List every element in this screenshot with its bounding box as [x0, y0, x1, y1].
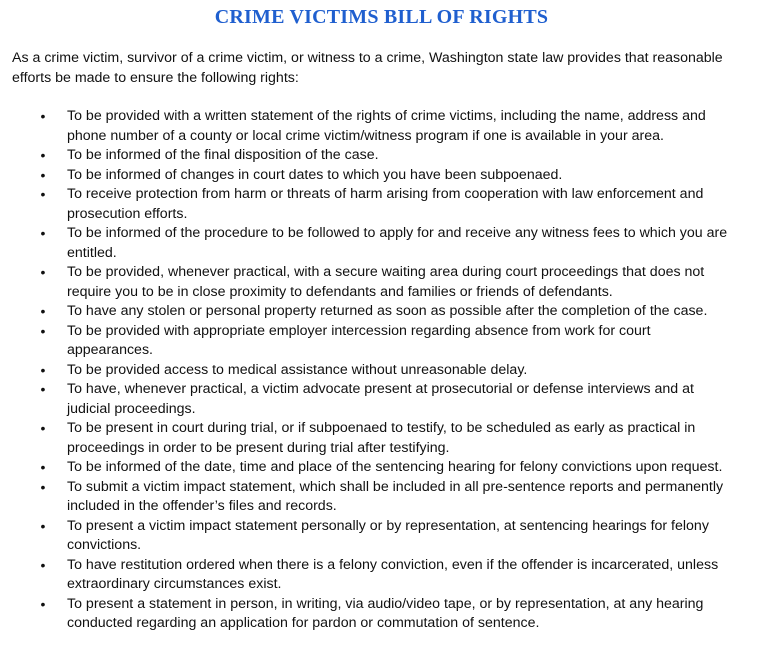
- bullet-icon: •: [40, 517, 46, 534]
- right-text: To be provided access to medical assistance without unreasonable delay.: [67, 361, 528, 378]
- right-text: To be informed of the final disposition of the case.: [67, 147, 379, 163]
- right-text: To be provided, whenever practical, with a secure waiting area during court proceedings that does not require you to be in close proximity to defendants and families or friends of defendants.: [67, 264, 705, 300]
- right-text: To have, whenever practical, a victim advocate present at prosecutorial or defense interviews and at judicial proceedings.: [67, 381, 694, 417]
- right-text: To be informed of the date, time and place of the sentencing hearing for felony convictions upon request.: [67, 459, 723, 475]
- rights-list-item: [0, 322, 763, 361]
- rights-list-item: [0, 224, 763, 263]
- rights-list-item: [0, 478, 763, 517]
- bullet-icon: •: [40, 556, 46, 573]
- rights-list: [0, 107, 763, 634]
- rights-list-item: [0, 361, 763, 381]
- rights-list-item: [0, 458, 763, 478]
- rights-list-item: [0, 185, 763, 224]
- rights-list-item: [0, 146, 763, 166]
- rights-list-item: [0, 556, 763, 595]
- right-text: To be informed of the procedure to be followed to apply for and receive any witness fees to which you are entitled.: [67, 225, 728, 261]
- bullet-icon: •: [40, 420, 46, 436]
- bullet-icon: •: [40, 108, 46, 124]
- bullet-icon: •: [40, 186, 46, 202]
- right-text: To have restitution ordered when there is a felony conviction, even if the offender is incarcerated, unless extraordinary circumstances exist.: [67, 556, 719, 592]
- right-text: To present a victim impact statement personally or by representation, at sentencing hearings for felony convictions.: [67, 517, 709, 553]
- rights-list-item: [0, 263, 763, 302]
- bullet-icon: •: [40, 595, 46, 612]
- bullet-icon: •: [40, 166, 46, 183]
- rights-list-item: [0, 517, 763, 556]
- rights-list-item: [0, 107, 763, 146]
- bullet-icon: •: [40, 225, 46, 241]
- bullet-icon: •: [40, 147, 46, 163]
- bullet-icon: •: [40, 303, 46, 319]
- right-text: To be present in court during trial, or if subpoenaed to testify, to be scheduled as early as practical in proceedings in order to be present during trial after testifying.: [67, 420, 696, 456]
- rights-list-item: [0, 419, 763, 458]
- right-text: To present a statement in person, in writing, via audio/video tape, or by representation, at any hearing conducted regarding an application for pardon or commutation of sentence.: [67, 595, 704, 631]
- bullet-icon: •: [40, 322, 46, 339]
- right-text: To be provided with appropriate employer intercession regarding absence from work for court appearances.: [67, 322, 651, 358]
- intro-paragraph: As a crime victim, survivor of a crime victim, or witness to a crime, Washington state law provides that reasonable efforts be made to ensure the following rights:: [12, 50, 723, 86]
- bullet-icon: •: [40, 459, 46, 475]
- rights-list-item: [0, 595, 763, 634]
- right-text: To be provided with a written statement of the rights of crime victims, including the name, address and phone number of a county or local crime victim/witness program if one is available in your area.: [67, 108, 706, 144]
- document-title: CRIME VICTIMS BILL OF RIGHTS: [214, 6, 549, 28]
- right-text: To have any stolen or personal property returned as soon as possible after the completion of the case.: [67, 303, 708, 319]
- right-text: To receive protection from harm or threats of harm arising from cooperation with law enforcement and prosecution efforts.: [67, 186, 704, 222]
- bullet-icon: •: [40, 381, 46, 397]
- right-text: To be informed of changes in court dates to which you have been subpoenaed.: [67, 166, 563, 183]
- rights-list-item: [0, 166, 763, 186]
- right-text: To submit a victim impact statement, which shall be included in all pre-sentence reports and permanently included in the offender’s files and records.: [67, 478, 724, 514]
- bullet-icon: •: [40, 478, 46, 495]
- rights-list-item: [0, 380, 763, 419]
- bullet-icon: •: [40, 264, 46, 280]
- bullet-icon: •: [40, 361, 46, 378]
- rights-list-item: [0, 302, 763, 322]
